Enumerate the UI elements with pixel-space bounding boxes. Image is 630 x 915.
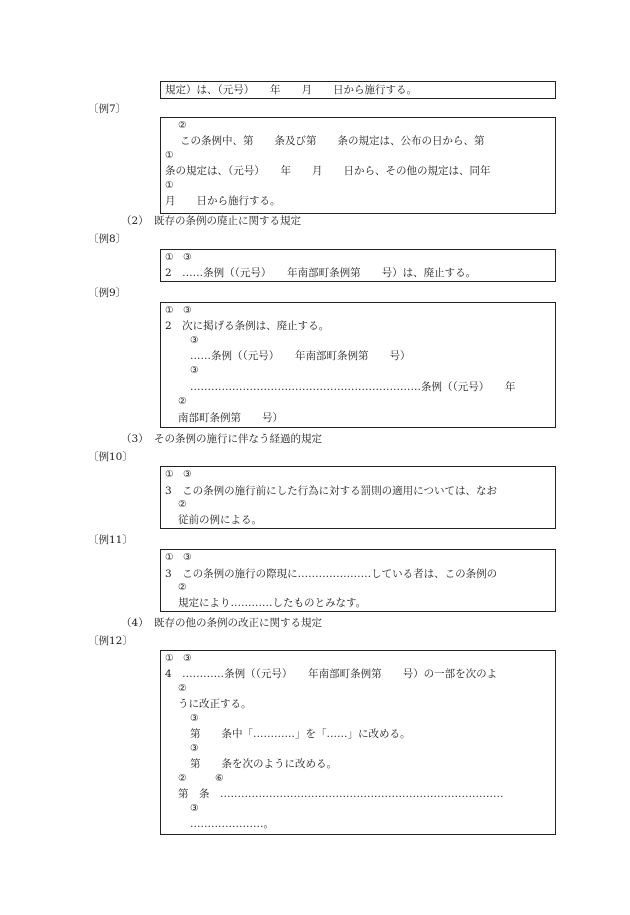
example-text-line: うに改正する。 xyxy=(178,698,252,710)
circled-marker: ② ⑥ xyxy=(178,773,224,784)
example-text-line: 第 条 ……………………………………………………………………… xyxy=(178,788,504,800)
circled-marker: ③ xyxy=(190,335,199,346)
section-heading: 既存の他の条例の改正に関する規定 xyxy=(154,617,322,629)
example-text-line: 3 この条例の施行の際現に…………………している者は、この条例の xyxy=(165,568,498,580)
circled-marker: ③ xyxy=(190,803,199,814)
example-label-11: 〔例11〕 xyxy=(88,534,133,546)
circled-marker: ② xyxy=(178,396,187,407)
circled-marker: ② xyxy=(178,683,187,694)
section-number: （2） xyxy=(121,215,149,227)
example-label-7: 〔例7〕 xyxy=(88,103,127,115)
example-text-line: 条の規定は、（元号） 年 月 日から、その他の規定は、同年 xyxy=(165,165,491,177)
example-text-line: …………………………………………………………条例（（元号） 年 xyxy=(190,381,516,393)
example-text-line: 4 …………条例（（元号） 年南部町条例第 号）の一部を次のよ xyxy=(165,668,498,680)
example-text-line: 2 ……条例（（元号） 年南部町条例第 号）は、廃止する。 xyxy=(165,267,477,279)
circled-marker: ② xyxy=(178,120,187,131)
circled-marker: ① ③ xyxy=(165,252,192,263)
example-text-line: 南部町条例第 号） xyxy=(178,412,283,424)
section-number: （4） xyxy=(121,617,149,629)
example-label-8: 〔例8〕 xyxy=(88,233,127,245)
example-text-line: この条例中、第 条及び第 条の規定は、公布の日から、第 xyxy=(180,135,485,147)
example-text-line: …………………。 xyxy=(190,818,274,830)
example-text-line: ……条例（（元号） 年南部町条例第 号） xyxy=(190,350,411,362)
circled-marker: ① ③ xyxy=(165,305,192,316)
example-text-line: 第 条中「…………」を「……」に改める。 xyxy=(190,728,411,740)
section-number: （3） xyxy=(121,433,149,445)
circled-marker: ③ xyxy=(190,713,199,724)
circled-marker: ③ xyxy=(190,743,199,754)
example-label-9: 〔例9〕 xyxy=(88,287,127,299)
circled-marker: ③ xyxy=(190,365,199,376)
provision-text: 規定）は、（元号） 年 月 日から施行する。 xyxy=(165,84,417,96)
circled-marker: ① xyxy=(165,150,174,161)
example-text-line: 第 条を次のように改める。 xyxy=(190,758,337,770)
section-heading: 既存の条例の廃止に関する規定 xyxy=(154,215,301,227)
circled-marker: ① ③ xyxy=(165,653,192,664)
circled-marker: ① xyxy=(165,180,174,191)
example-text-line: 従前の例による。 xyxy=(178,514,262,526)
example-text-line: 3 この条例の施行前にした行為に対する罰則の適用については、なお xyxy=(165,485,497,497)
example-text-line: 規定により…………したものとみなす。 xyxy=(178,597,367,609)
circled-marker: ① ③ xyxy=(165,552,192,563)
circled-marker: ② xyxy=(178,582,187,593)
example-label-12: 〔例12〕 xyxy=(88,635,133,647)
section-heading: その条例の施行に伴なう経過的規定 xyxy=(154,433,322,445)
circled-marker: ② xyxy=(178,499,187,510)
example-text-line: 月 日から施行する。 xyxy=(165,195,281,207)
example-text-line: 2 次に掲げる条例は、廃止する。 xyxy=(165,320,330,332)
example-label-10: 〔例10〕 xyxy=(88,451,133,463)
circled-marker: ① ③ xyxy=(165,469,192,480)
